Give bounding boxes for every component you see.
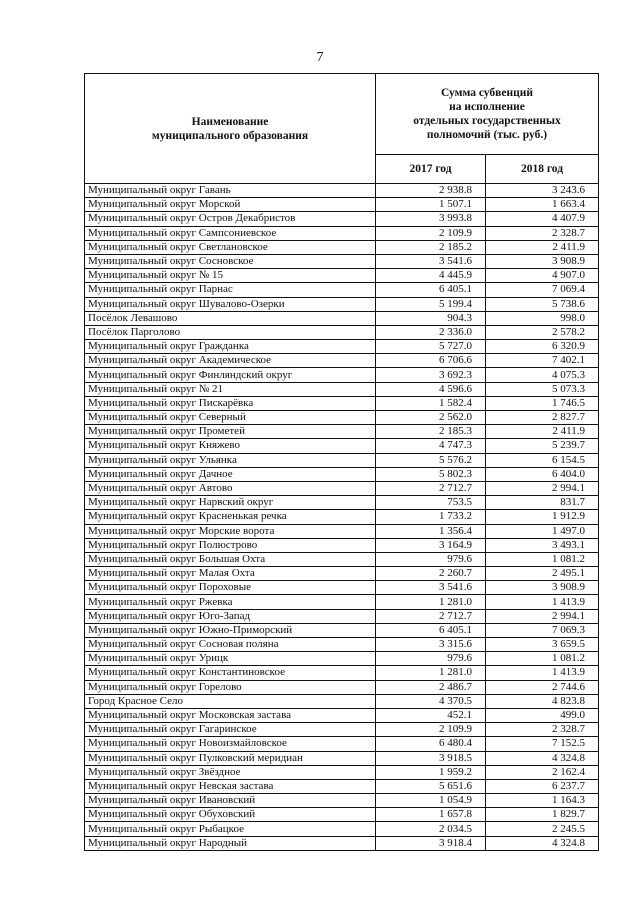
value-2017-cell: 6 706.6 xyxy=(376,354,486,368)
table-row xyxy=(85,836,599,850)
value-2017-cell: 5 727.0 xyxy=(376,340,486,354)
municipality-name-cell: Муниципальный округ Урицк xyxy=(85,652,376,666)
value-2017-cell: 1 582.4 xyxy=(376,396,486,410)
value-2018-cell: 2 411.9 xyxy=(486,425,599,439)
value-2018-cell: 7 152.5 xyxy=(486,737,599,751)
value-2017-cell: 2 562.0 xyxy=(376,411,486,425)
value-2018-cell: 6 154.5 xyxy=(486,453,599,467)
municipality-name-cell: Муниципальный округ Рыбацкое xyxy=(85,822,376,836)
value-2018-cell: 4 907.0 xyxy=(486,269,599,283)
value-2018-cell: 4 324.8 xyxy=(486,751,599,765)
value-2017-cell: 3 692.3 xyxy=(376,368,486,382)
table-row xyxy=(85,652,599,666)
municipality-name-cell: Муниципальный округ Невская застава xyxy=(85,779,376,793)
municipality-name-cell: Муниципальный округ Звёздное xyxy=(85,765,376,779)
table-row xyxy=(85,283,599,297)
municipality-name-cell: Город Красное Село xyxy=(85,694,376,708)
value-2017-cell: 2 712.7 xyxy=(376,481,486,495)
table-row xyxy=(85,666,599,680)
value-2018-cell: 4 324.8 xyxy=(486,836,599,850)
value-2017-cell: 5 651.6 xyxy=(376,779,486,793)
value-2018-cell: 1 164.3 xyxy=(486,794,599,808)
value-2017-cell: 2 336.0 xyxy=(376,325,486,339)
municipality-name-cell: Муниципальный округ Новоизмайловское xyxy=(85,737,376,751)
value-2018-cell: 3 908.9 xyxy=(486,581,599,595)
table-row xyxy=(85,481,599,495)
table-row xyxy=(85,794,599,808)
table-row xyxy=(85,411,599,425)
municipality-name-cell: Муниципальный округ Горелово xyxy=(85,680,376,694)
value-2017-cell: 6 405.1 xyxy=(376,623,486,637)
table-row xyxy=(85,226,599,240)
value-2018-cell: 5 738.6 xyxy=(486,297,599,311)
table-row xyxy=(85,439,599,453)
table-row xyxy=(85,524,599,538)
value-2017-cell: 2 712.7 xyxy=(376,609,486,623)
value-2018-cell: 1 663.4 xyxy=(486,198,599,212)
table-row xyxy=(85,297,599,311)
value-2017-cell: 1 959.2 xyxy=(376,765,486,779)
value-2017-cell: 2 109.9 xyxy=(376,226,486,240)
value-2018-cell: 7 402.1 xyxy=(486,354,599,368)
value-2017-cell: 5 802.3 xyxy=(376,467,486,481)
value-2018-cell: 2 411.9 xyxy=(486,240,599,254)
municipality-name-cell: Муниципальный округ Константиновское xyxy=(85,666,376,680)
value-2017-cell: 5 576.2 xyxy=(376,453,486,467)
table-row xyxy=(85,609,599,623)
municipality-name-cell: Муниципальный округ Обуховский xyxy=(85,808,376,822)
value-2018-cell: 6 237.7 xyxy=(486,779,599,793)
value-2018-cell: 1 413.9 xyxy=(486,666,599,680)
table-row xyxy=(85,340,599,354)
table-row xyxy=(85,368,599,382)
municipality-name-cell: Муниципальный округ Пороховые xyxy=(85,581,376,595)
table-row xyxy=(85,467,599,481)
table-row xyxy=(85,382,599,396)
municipality-name-cell: Муниципальный округ Парнас xyxy=(85,283,376,297)
municipality-name-cell: Муниципальный округ Пискарёвка xyxy=(85,396,376,410)
value-2018-cell: 7 069.4 xyxy=(486,283,599,297)
value-2017-cell: 1 281.0 xyxy=(376,595,486,609)
value-2017-cell: 979.6 xyxy=(376,552,486,566)
value-2017-cell: 3 164.9 xyxy=(376,538,486,552)
table-row xyxy=(85,254,599,268)
value-2017-cell: 2 185.2 xyxy=(376,240,486,254)
municipality-name-cell: Муниципальный округ Гагаринское xyxy=(85,723,376,737)
municipality-name-cell: Муниципальный округ Нарвский округ xyxy=(85,496,376,510)
municipality-name-cell: Муниципальный округ Финляндский округ xyxy=(85,368,376,382)
value-2018-cell: 1 497.0 xyxy=(486,524,599,538)
column-header-municipality xyxy=(85,74,376,184)
value-2018-cell: 2 994.1 xyxy=(486,481,599,495)
value-2018-cell: 998.0 xyxy=(486,311,599,325)
municipality-name-cell: Муниципальный округ № 21 xyxy=(85,382,376,396)
value-2017-cell: 2 486.7 xyxy=(376,680,486,694)
value-2017-cell: 1 507.1 xyxy=(376,198,486,212)
value-2018-cell: 6 404.0 xyxy=(486,467,599,481)
value-2017-cell: 2 938.8 xyxy=(376,184,486,198)
value-2017-cell: 1 281.0 xyxy=(376,666,486,680)
municipality-name-cell: Муниципальный округ Большая Охта xyxy=(85,552,376,566)
value-2017-cell: 2 185.3 xyxy=(376,425,486,439)
value-2018-cell: 1 413.9 xyxy=(486,595,599,609)
value-2017-cell: 452.1 xyxy=(376,708,486,722)
municipality-name-cell: Муниципальный округ Остров Декабристов xyxy=(85,212,376,226)
value-2018-cell: 4 823.8 xyxy=(486,694,599,708)
value-2017-cell: 6 405.1 xyxy=(376,283,486,297)
table-row xyxy=(85,737,599,751)
municipality-name-cell: Муниципальный округ Южно-Приморский xyxy=(85,623,376,637)
value-2018-cell: 3 493.1 xyxy=(486,538,599,552)
table-row xyxy=(85,269,599,283)
page-number: 7 xyxy=(316,50,324,65)
value-2018-cell: 2 578.2 xyxy=(486,325,599,339)
municipality-name-cell: Муниципальный округ Красненькая речка xyxy=(85,510,376,524)
value-2017-cell: 3 541.6 xyxy=(376,581,486,595)
value-2017-cell: 1 657.8 xyxy=(376,808,486,822)
municipality-name-cell: Посёлок Левашово xyxy=(85,311,376,325)
column-header-2017: 2017 год xyxy=(376,155,486,184)
municipality-name-cell: Муниципальный округ Княжево xyxy=(85,439,376,453)
municipality-name-cell: Муниципальный округ Гавань xyxy=(85,184,376,198)
table-row xyxy=(85,538,599,552)
value-2017-cell: 753.5 xyxy=(376,496,486,510)
municipality-name-cell: Муниципальный округ Морской xyxy=(85,198,376,212)
table-row xyxy=(85,496,599,510)
table-row xyxy=(85,311,599,325)
table-row xyxy=(85,680,599,694)
value-2018-cell: 3 908.9 xyxy=(486,254,599,268)
table-row xyxy=(85,638,599,652)
value-2017-cell: 2 109.9 xyxy=(376,723,486,737)
value-2018-cell: 2 827.7 xyxy=(486,411,599,425)
table-row xyxy=(85,623,599,637)
subventions-table xyxy=(84,73,599,851)
table-row xyxy=(85,184,599,198)
value-2018-cell: 1 081.2 xyxy=(486,552,599,566)
value-2018-cell: 2 994.1 xyxy=(486,609,599,623)
municipality-name-cell: Муниципальный округ Ржевка xyxy=(85,595,376,609)
municipality-name-cell: Муниципальный округ Московская застава xyxy=(85,708,376,722)
value-2018-cell: 7 069.3 xyxy=(486,623,599,637)
value-2017-cell: 1 054.9 xyxy=(376,794,486,808)
table-row xyxy=(85,822,599,836)
value-2017-cell: 3 315.6 xyxy=(376,638,486,652)
municipality-name-cell: Муниципальный округ Народный xyxy=(85,836,376,850)
table-row xyxy=(85,325,599,339)
column-header-municipality-text: Наименование муниципального образования xyxy=(151,115,309,142)
municipality-name-cell: Муниципальный округ Светлановское xyxy=(85,240,376,254)
table-row xyxy=(85,198,599,212)
value-2018-cell: 6 320.9 xyxy=(486,340,599,354)
value-2017-cell: 4 747.3 xyxy=(376,439,486,453)
value-2018-cell: 2 495.1 xyxy=(486,567,599,581)
municipality-name-cell: Муниципальный округ Пулковский меридиан xyxy=(85,751,376,765)
table-row xyxy=(85,723,599,737)
table-row xyxy=(85,453,599,467)
table-row xyxy=(85,808,599,822)
value-2017-cell: 1 733.2 xyxy=(376,510,486,524)
table-row xyxy=(85,779,599,793)
value-2018-cell: 1 829.7 xyxy=(486,808,599,822)
value-2018-cell: 1 746.5 xyxy=(486,396,599,410)
value-2018-cell: 1 912.9 xyxy=(486,510,599,524)
municipality-name-cell: Муниципальный округ Гражданка xyxy=(85,340,376,354)
municipality-name-cell: Муниципальный округ Ивановский xyxy=(85,794,376,808)
value-2017-cell: 3 993.8 xyxy=(376,212,486,226)
table-row xyxy=(85,425,599,439)
municipality-name-cell: Муниципальный округ Ульянка xyxy=(85,453,376,467)
value-2018-cell: 2 328.7 xyxy=(486,226,599,240)
value-2018-cell: 2 744.6 xyxy=(486,680,599,694)
municipality-name-cell: Муниципальный округ Северный xyxy=(85,411,376,425)
municipality-name-cell: Муниципальный округ Морские ворота xyxy=(85,524,376,538)
table-row xyxy=(85,581,599,595)
municipality-name-cell: Муниципальный округ Академическое xyxy=(85,354,376,368)
value-2017-cell: 3 541.6 xyxy=(376,254,486,268)
column-header-2018: 2018 год xyxy=(486,155,599,184)
value-2018-cell: 2 328.7 xyxy=(486,723,599,737)
municipality-name-cell: Муниципальный округ Сосновая поляна xyxy=(85,638,376,652)
municipality-name-cell: Муниципальный округ Сампсониевское xyxy=(85,226,376,240)
value-2018-cell: 2 162.4 xyxy=(486,765,599,779)
value-2018-cell: 4 407.9 xyxy=(486,212,599,226)
value-2018-cell: 4 075.3 xyxy=(486,368,599,382)
table-row xyxy=(85,595,599,609)
value-2018-cell: 5 073.3 xyxy=(486,382,599,396)
municipality-name-cell: Муниципальный округ Автово xyxy=(85,481,376,495)
value-2018-cell: 3 659.5 xyxy=(486,638,599,652)
table-row xyxy=(85,751,599,765)
value-2017-cell: 4 596.6 xyxy=(376,382,486,396)
value-2017-cell: 2 260.7 xyxy=(376,567,486,581)
column-header-subvention-sum-text: Сумма субвенций на исполнение отдельных государственных полномочий (тыс. руб.) xyxy=(413,87,561,141)
value-2017-cell: 4 445.9 xyxy=(376,269,486,283)
table-row xyxy=(85,510,599,524)
value-2017-cell: 3 918.4 xyxy=(376,836,486,850)
municipality-name-cell: Муниципальный округ Дачное xyxy=(85,467,376,481)
value-2017-cell: 2 034.5 xyxy=(376,822,486,836)
municipality-name-cell: Муниципальный округ Шувалово-Озерки xyxy=(85,297,376,311)
value-2017-cell: 3 918.5 xyxy=(376,751,486,765)
municipality-name-cell: Посёлок Парголово xyxy=(85,325,376,339)
value-2018-cell: 1 081.2 xyxy=(486,652,599,666)
table-row xyxy=(85,396,599,410)
value-2017-cell: 1 356.4 xyxy=(376,524,486,538)
column-header-subvention-sum xyxy=(376,74,599,155)
value-2017-cell: 5 199.4 xyxy=(376,297,486,311)
table-row xyxy=(85,212,599,226)
table-row xyxy=(85,708,599,722)
municipality-name-cell: Муниципальный округ Прометей xyxy=(85,425,376,439)
value-2018-cell: 2 245.5 xyxy=(486,822,599,836)
value-2018-cell: 5 239.7 xyxy=(486,439,599,453)
table-row xyxy=(85,694,599,708)
value-2017-cell: 6 480.4 xyxy=(376,737,486,751)
municipality-name-cell: Муниципальный округ № 15 xyxy=(85,269,376,283)
table-row xyxy=(85,240,599,254)
value-2017-cell: 4 370.5 xyxy=(376,694,486,708)
table-row xyxy=(85,354,599,368)
municipality-name-cell: Муниципальный округ Сосновское xyxy=(85,254,376,268)
municipality-name-cell: Муниципальный округ Юго-Запад xyxy=(85,609,376,623)
table-row xyxy=(85,567,599,581)
table-body xyxy=(85,184,599,851)
value-2018-cell: 3 243.6 xyxy=(486,184,599,198)
value-2018-cell: 499.0 xyxy=(486,708,599,722)
table-row xyxy=(85,552,599,566)
value-2017-cell: 904.3 xyxy=(376,311,486,325)
value-2018-cell: 831.7 xyxy=(486,496,599,510)
municipality-name-cell: Муниципальный округ Малая Охта xyxy=(85,567,376,581)
value-2017-cell: 979.6 xyxy=(376,652,486,666)
municipality-name-cell: Муниципальный округ Полюстрово xyxy=(85,538,376,552)
table-row xyxy=(85,765,599,779)
